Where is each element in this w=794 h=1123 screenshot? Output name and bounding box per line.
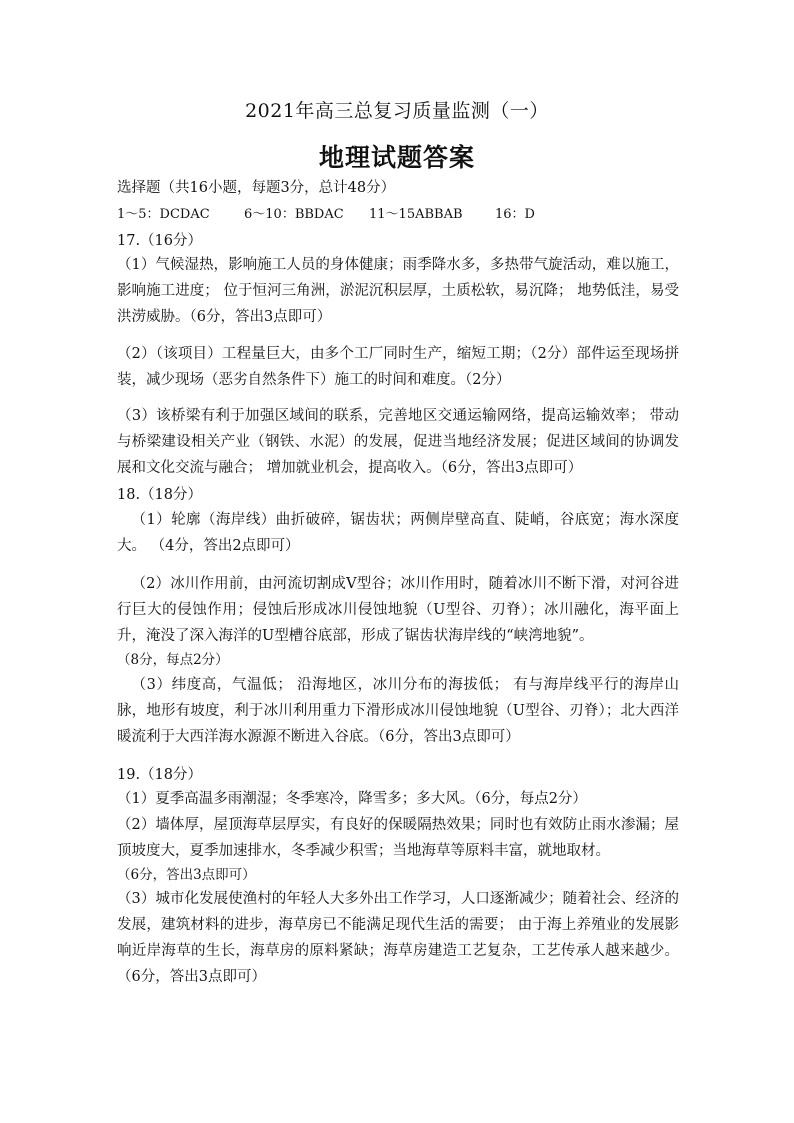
choice-answer-16: 16：D xyxy=(495,207,535,222)
choice-section-heading: 选择题（共16小题，每题3分，总计48分） xyxy=(117,180,396,196)
q18-answer-2-score: （8分，每点2分） xyxy=(117,652,229,668)
exam-title: 2021年高三总复习质量监测（一） xyxy=(245,100,549,122)
choice-answers xyxy=(117,205,535,225)
q19-answer-1: （1）夏季高温多雨潮湿；冬季寒冷，降雪多；多大风。（6分，每点2分） xyxy=(117,791,587,807)
q19-answer-2-score: （6分，答出3点即可） xyxy=(117,867,256,883)
q19-answer-2: （2）墙体厚，屋顶海草层厚实，有良好的保暖隔热效果；同时也有效防止雨水渗漏；屋顶坡度大，夏季加速排水，冬季减少积雪；当地海草等原料丰富，就地取材。 xyxy=(117,817,679,859)
q18-answer-3: （3）纬度高，气温低； 沿海地区，冰川分布的海拔低； 有与海岸线平行的海岸山脉，地形有坡度，利于冰川利用重力下滑形成冰川侵蚀地貌（U型谷、刃脊）；北大西洋暖流利于大西洋海水源源不断进入谷底。（6分，答出3点即可） xyxy=(117,677,679,745)
q18-answer-2: （2）冰川作用前，由河流切割成V型谷；冰川作用时，随着冰川不断下滑，对河谷进行巨大的侵蚀作用；侵蚀后形成冰川侵蚀地貌（U型谷、刃脊）；冰川融化，海平面上升，淹没了深入海洋的U型槽谷底部，形成了锯齿状海岸线的“峡湾地貌”。 xyxy=(117,576,679,644)
choice-answer-1-5: 1～5：DCDAC xyxy=(117,207,210,222)
q17-heading: 17.（16分） xyxy=(117,233,203,249)
q17-answer-3: （3）该桥梁有利于加强区域间的联系，完善地区交通运输网络，提高运输效率； 带动与桥梁建设相关产业（钢铁、水泥）的发展，促进当地经济发展；促进区域间的协调发展和文化交流与融合； 增加就业机会，提高收入。（6分，答出3点即可） xyxy=(117,408,679,476)
choice-answer-6-10: 6～10：BBDAC xyxy=(244,207,344,222)
q18-answer-1: （1）轮廓（海岸线）曲折破碎，锯齿状；两侧岸壁高直、陡峭，谷底宽；海水深度大。 （4分，答出2点即可） xyxy=(117,512,679,554)
document-title: 地理试题答案 xyxy=(318,143,475,172)
q17-answer-1: （1）气候湿热，影响施工人员的身体健康；雨季降水多，多热带气旋活动，难以施工，影响施工进度； 位于恒河三角洲，淤泥沉积层厚，土质松软，易沉降； 地势低洼，易受洪涝威胁。（6分，答出3点即可） xyxy=(117,257,679,325)
q18-heading: 18.（18分） xyxy=(117,487,203,503)
q17-answer-2: （2）（该项目）工程量巨大，由多个工厂同时生产，缩短工期；（2分）部件运至现场拼装，减少现场（恶劣自然条件下）施工的时间和难度。（2分） xyxy=(117,346,679,388)
q19-answer-3: （3）城市化发展使渔村的年轻人大多外出工作学习，人口逐渐减少；随着社会、经济的发展，建筑材料的进步，海草房已不能满足现代生活的需要； 由于海上养殖业的发展影响近岸海草的生长，海草房的原料紧缺；海草房建造工艺复杂，工艺传承人越来越少。（6分，答出3点即可） xyxy=(117,891,679,985)
choice-answer-11-15: 11～15ABBAB xyxy=(369,207,463,222)
q19-heading: 19.（18分） xyxy=(117,767,203,783)
